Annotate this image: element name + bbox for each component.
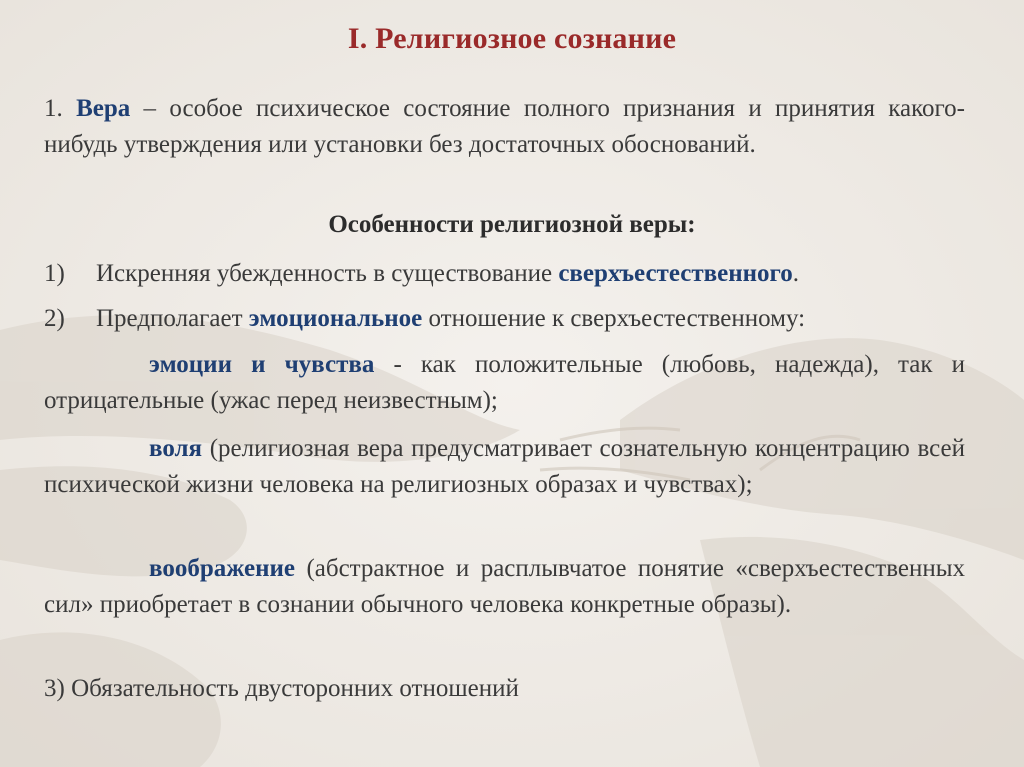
emotions-text: - как положительные (любовь, надежда), так и отрицательные (ужас перед неизвестным);: [44, 351, 965, 414]
will-term: воля: [149, 435, 203, 462]
feature-1-highlight: сверхъестественного: [558, 260, 793, 287]
feature-2-text-before: Предполагает: [96, 305, 249, 332]
imagination-paragraph: [44, 551, 965, 623]
features-heading: Особенности религиозной веры:: [328, 211, 696, 238]
slide-title: I. Религиозное сознание: [347, 22, 677, 55]
feature-2-text-after: отношение к сверхъестественному:: [422, 305, 806, 332]
definition-number: 1.: [44, 95, 63, 122]
feature-1-text-before: Искренняя убежденность в существование: [96, 260, 559, 287]
feature-item-2: [44, 301, 965, 337]
will-text: (религиозная вера предусматривает сознательную концентрацию всей психической жизни человека на религиозных образах и чувствах);: [44, 435, 965, 498]
emotions-term: эмоции и чувства: [149, 351, 375, 378]
emotions-paragraph: [44, 347, 965, 419]
definition-paragraph: [44, 91, 965, 163]
feature-1-text-after: .: [792, 260, 799, 287]
feature-2-highlight: эмоциональное: [248, 305, 423, 332]
definition-term: Вера: [76, 95, 131, 122]
imagination-term: воображение: [149, 555, 296, 582]
imagination-text: (абстрактное и расплывчатое понятие «сверхъестественных сил» приобретает в сознании обычного человека конкретные образы).: [44, 555, 965, 618]
feature-2-number: 2): [44, 305, 65, 332]
feature-1-number: 1): [44, 260, 65, 287]
feature-item-1: [44, 256, 965, 292]
definition-text: – особое психическое состояние полного признания и принятия какого-нибудь утверждения или установки без достаточных обоснований.: [44, 95, 965, 158]
feature-item-3: 3) Обязательность двусторонних отношений: [44, 675, 519, 702]
will-paragraph: [44, 431, 965, 503]
